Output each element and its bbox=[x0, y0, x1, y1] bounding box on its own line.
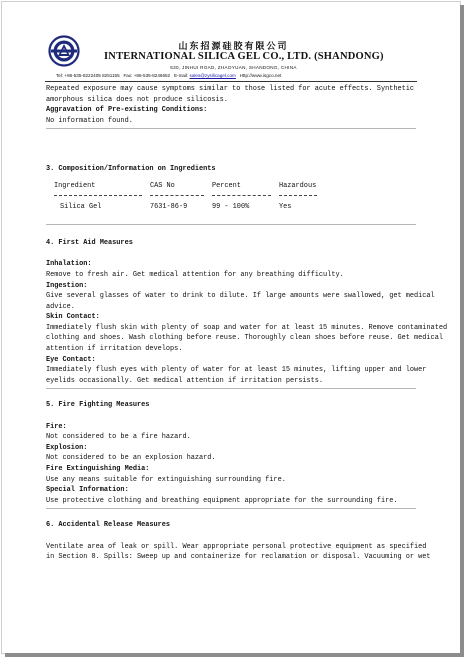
eye-contact-line-2: eyelids occasionally. Get medical attention if irritation persists. bbox=[46, 376, 324, 385]
contact-email-link[interactable]: sales@zysilicagel.com bbox=[189, 73, 236, 78]
dash-rule bbox=[279, 195, 317, 196]
cell-cas: 7631-86-9 bbox=[150, 202, 188, 211]
col-header-cas: CAS No bbox=[150, 181, 175, 190]
ingestion-heading: Ingestion: bbox=[46, 281, 88, 290]
contact-email-label: E-mail: bbox=[173, 73, 189, 78]
section-divider bbox=[46, 224, 416, 225]
section-divider bbox=[46, 128, 416, 129]
col-header-ingredient: Ingredient bbox=[54, 181, 96, 190]
special-information-heading: Special Information: bbox=[46, 486, 129, 495]
contact-tel: Tel: +86-535-8222405 8251155 bbox=[56, 73, 120, 78]
ingestion-line-2: advice. bbox=[46, 302, 75, 311]
intro-line-1: Repeated exposure may cause symptoms similar to those listed for acute effects. Synthetic bbox=[46, 85, 415, 93]
explosion-text: Not considered to be an explosion hazard. bbox=[46, 454, 216, 463]
section-divider bbox=[46, 388, 416, 389]
section-5-title: 5. Fire Fighting Measures bbox=[46, 401, 150, 410]
section-3-title: 3. Composition/Information on Ingredients bbox=[46, 165, 216, 174]
company-name-chinese: 山东招源硅胶有限公司 bbox=[178, 42, 289, 52]
cell-ingredient: Silica Gel bbox=[60, 202, 102, 211]
special-information-text: Use protective clothing and breathing equipment appropriate for the surrounding fire. bbox=[46, 496, 398, 505]
col-header-percent: Percent bbox=[212, 181, 241, 190]
company-name-english: INTERNATIONAL SILICA GEL CO., LTD. (SHANDONG) bbox=[104, 51, 384, 62]
section-4-title: 4. First Aid Measures bbox=[46, 239, 133, 248]
table-row bbox=[54, 202, 339, 213]
section-divider bbox=[46, 508, 416, 509]
inhalation-heading: Inhalation: bbox=[46, 260, 92, 269]
dash-rule bbox=[54, 195, 142, 196]
contact-line bbox=[56, 73, 281, 78]
eye-contact-line-1: Immediately flush eyes with plenty of water for at least 15 minutes, lifting upper and lower bbox=[46, 366, 427, 375]
skin-contact-line-2: clothing and shoes. Wash clothing before reuse. Thoroughly clean shoes before reuse. Get medical bbox=[46, 334, 443, 343]
aggravation-text: No information found. bbox=[46, 116, 133, 125]
table-header-underline-row bbox=[54, 191, 339, 202]
page-shadow-right bbox=[460, 5, 464, 655]
skin-contact-line-1: Immediately flush skin with plenty of soap and water for at least 15 minutes. Remove contaminated bbox=[46, 323, 448, 332]
contact-fax: Fax: +86-535-8246652 bbox=[123, 73, 171, 78]
header-divider bbox=[45, 81, 417, 82]
extinguishing-media-heading: Fire Extinguishing Media: bbox=[46, 465, 150, 473]
aggravation-heading: Aggravation of Pre-existing Conditions: bbox=[46, 106, 208, 115]
document-body bbox=[46, 84, 448, 563]
eye-contact-heading: Eye Contact: bbox=[46, 355, 96, 364]
dash-rule bbox=[150, 195, 204, 196]
inhalation-text: Remove to fresh air. Get medical attention for any breathing difficulty. bbox=[46, 270, 344, 279]
col-header-hazardous: Hazardous bbox=[279, 181, 317, 190]
cell-hazardous: Yes bbox=[279, 202, 292, 211]
intro-line-2: amorphous silica does not produce silicosis. bbox=[46, 95, 228, 104]
fire-text: Not considered to be a fire hazard. bbox=[46, 433, 191, 442]
dash-rule bbox=[212, 195, 271, 196]
table-header-row bbox=[54, 181, 339, 192]
release-line-1: Ventilate area of leak or spill. Wear appropriate personal protective equipment as specified bbox=[46, 542, 427, 551]
company-address: 530, JINHUI ROAD, ZHAOYUAN, SHANDONG, CHINA bbox=[170, 65, 297, 70]
cell-percent: 99 - 100% bbox=[212, 202, 250, 211]
skin-contact-heading: Skin Contact: bbox=[46, 313, 100, 322]
fire-heading: Fire: bbox=[46, 422, 67, 431]
ingestion-line-1: Give several glasses of water to drink to dilute. If large amounts were swallowed, get medical bbox=[46, 292, 435, 301]
skin-contact-line-3: attention if irritation develops. bbox=[46, 345, 183, 354]
page-shadow-bottom bbox=[5, 653, 464, 657]
release-line-2: in Section 8. Spills: Sweep up and containerize for reclamation or disposal. Vacuuming or wet bbox=[46, 553, 431, 562]
explosion-heading: Explosion: bbox=[46, 443, 88, 452]
section-6-title: 6. Accidental Release Measures bbox=[46, 521, 171, 530]
composition-table bbox=[54, 181, 339, 213]
extinguishing-media-text: Use any means suitable for extinguishing surrounding fire. bbox=[46, 475, 286, 484]
contact-website[interactable]: Http://www.isgco.net bbox=[239, 73, 282, 78]
